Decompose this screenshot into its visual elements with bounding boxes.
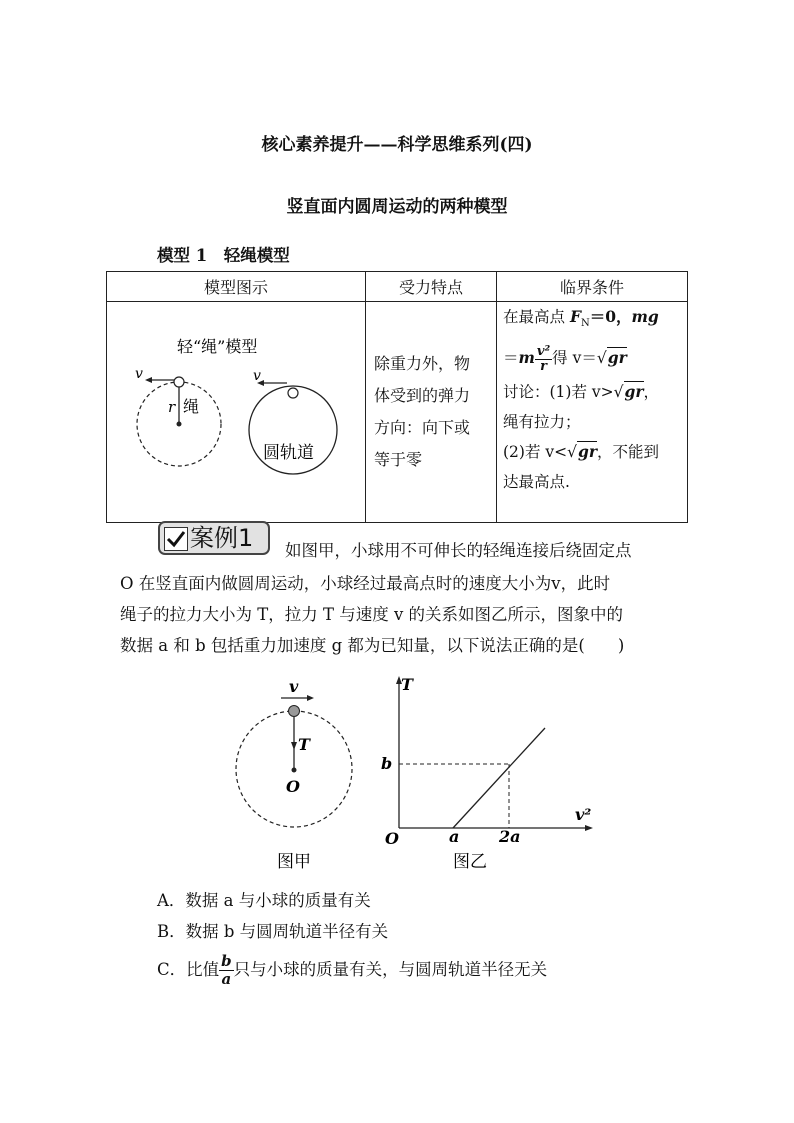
rope-model-figure (107, 302, 365, 518)
option-a: A．数据 a 与小球的质量有关 (157, 891, 371, 910)
center-point (177, 422, 182, 427)
case-line-1: 如图甲，小球用不可伸长的轻绳连接后绕固定点 (285, 541, 632, 560)
cond-line-6: 达最高点. (503, 473, 570, 492)
track-label: 圆轨道 (263, 443, 314, 463)
force-line-1: 除重力外，物 (374, 354, 471, 373)
cond-line-2: ＝m $\frac{\text{v²}}{r}$ 得 v＝√gr (503, 343, 627, 374)
model-table (106, 271, 688, 523)
jia-T-label: T (298, 735, 310, 754)
figure-jia (225, 670, 365, 875)
track-velocity-label: v (253, 368, 261, 384)
force-line-4: 等于零 (374, 450, 423, 469)
cond-line-4: 绳有拉力； (503, 413, 581, 432)
x-axis-arrowhead (585, 825, 593, 831)
jia-center-point (292, 768, 297, 773)
case-line-3: 绳子的拉力大小为 T，拉力 T 与速度 v 的关系如图乙所示，图象中的 (120, 605, 624, 624)
velocity-label: v (135, 366, 143, 382)
tension-arrowhead (291, 742, 297, 750)
b-over-a-fraction: $\frac{b}{a}$ (221, 952, 232, 988)
jia-caption: 图甲 (277, 852, 311, 872)
figure-caption: 轻“绳”模型 (177, 337, 258, 356)
yi-a-tick: a (449, 827, 460, 846)
page-subtitle: 竖直面内圆周运动的两种模型 (286, 197, 508, 217)
model-heading: 模型 1 轻绳模型 (157, 246, 290, 265)
case-badge (158, 521, 270, 555)
cond-line-3: 讨论：(1)若 v>√gr， (503, 382, 660, 402)
jia-velocity-arrowhead (307, 695, 314, 701)
rope-label: 绳 (183, 397, 200, 416)
option-b: B．数据 b 与圆周轨道半径有关 (157, 922, 389, 941)
col-header-figure: 模型图示 (107, 272, 366, 302)
force-line-3: 方向：向下或 (374, 418, 471, 437)
T-v2-series-line (453, 728, 545, 828)
jia-ball (289, 706, 300, 717)
yi-2a-tick: 2a (499, 827, 521, 846)
radius-label: r (168, 398, 176, 416)
yi-caption: 图乙 (453, 852, 487, 872)
case-badge-label: 案例1 (190, 524, 254, 552)
jia-v-label: v (289, 677, 299, 696)
yi-origin-label: O (385, 829, 399, 848)
col-header-condition: 临界条件 (497, 272, 688, 302)
cond-line-5: (2)若 v<√gr，不能到 (503, 442, 660, 462)
yi-T-axis-label: T (401, 675, 413, 694)
jia-O-label: O (286, 777, 300, 796)
critical-condition-cell (497, 302, 688, 523)
col-header-force: 受力特点 (366, 272, 497, 302)
ball (174, 377, 184, 387)
series-title: 核心素养提升——科学思维系列(四) (261, 135, 533, 155)
figure-yi-chart (375, 670, 605, 875)
option-c: C．比值 $\frac{b}{a}$ 只与小球的质量有关，与圆周轨道半径无关 (157, 952, 548, 988)
case-line-2: O 在竖直面内做圆周运动，小球经过最高点时的速度大小为v，此时 (120, 574, 611, 593)
force-line-2: 体受到的弹力 (374, 386, 471, 405)
model-figure-cell (107, 302, 366, 523)
velocity-arrowhead (145, 377, 152, 383)
v2-over-r-fraction: $\frac{\text{v²}}{r}$ (536, 343, 551, 374)
sqrt-sign: √ (596, 349, 607, 368)
yi-b-tick: b (381, 754, 393, 773)
force-feature-cell (366, 302, 497, 523)
checkmark-icon (164, 527, 188, 551)
yi-v2-axis-label: v² (575, 805, 592, 824)
cond-line-1: 在最高点 $F_N=0$，mg (503, 307, 659, 330)
track-ball (288, 388, 298, 398)
case-line-4: 数据 a 和 b 包括重力加速度 g 都为已知量，以下说法正确的是( ) (120, 636, 625, 655)
